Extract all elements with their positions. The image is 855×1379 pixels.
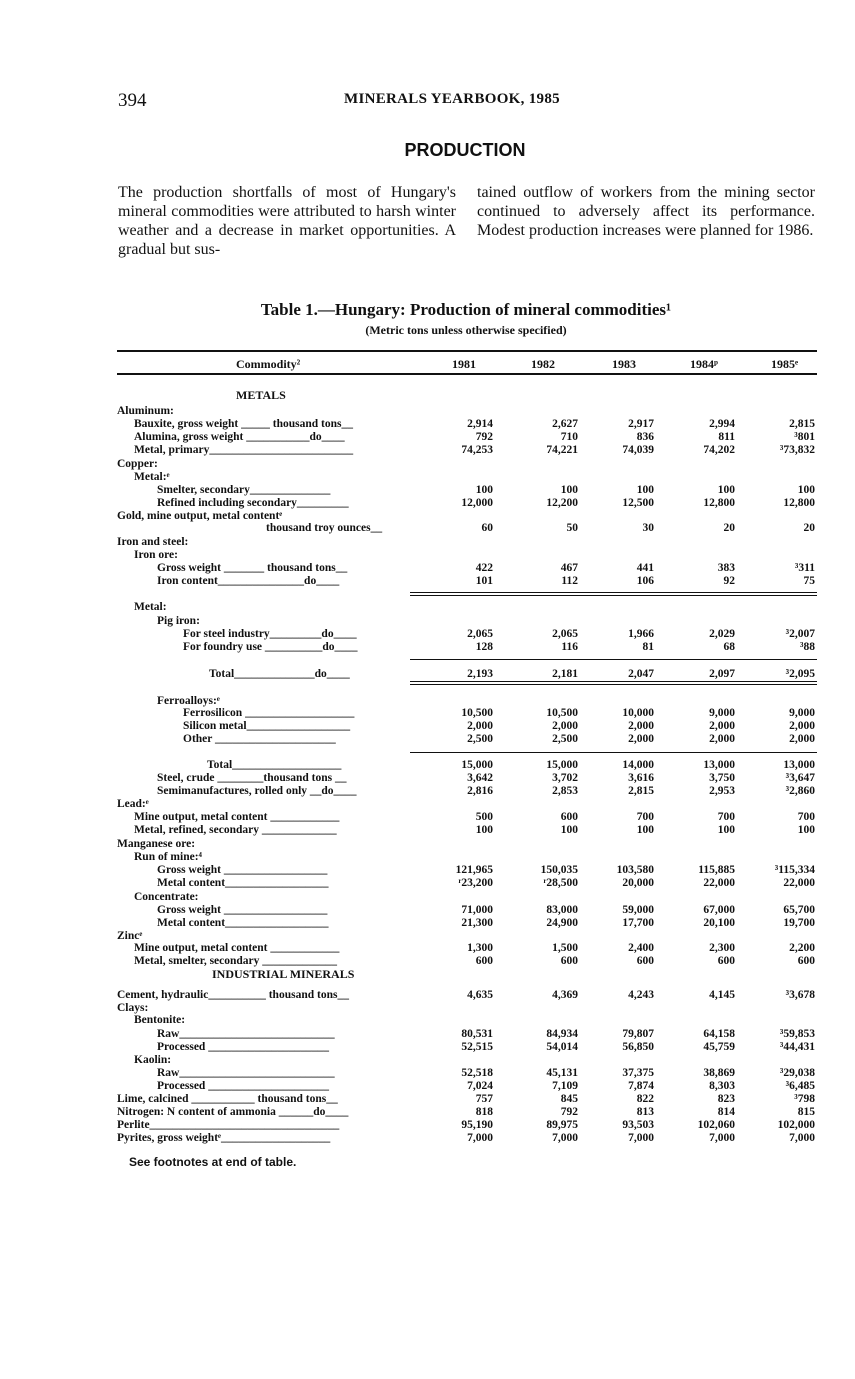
- column-header-1985: 1985ᵉ: [771, 357, 799, 371]
- cell-1983: 59,000: [622, 904, 654, 916]
- table-row: [0, 458, 855, 471]
- cell-1983: 14,000: [622, 759, 654, 771]
- cell-1982: 1,500: [552, 942, 578, 954]
- cell-1985: ³29,038: [779, 1067, 815, 1079]
- cell-1981: 71,000: [461, 904, 493, 916]
- cell-1982: 845: [560, 1093, 578, 1105]
- cell-1985: 600: [797, 955, 815, 967]
- cell-1985: ³59,853: [779, 1028, 815, 1040]
- cell-1985: 13,000: [783, 759, 815, 771]
- table-row: [0, 628, 855, 641]
- cell-1982: 792: [560, 1106, 578, 1118]
- cell-1982: 89,975: [546, 1119, 578, 1131]
- double-rule: [410, 681, 817, 685]
- cell-1984: 68: [723, 641, 735, 653]
- table-row: [0, 1054, 855, 1067]
- cell-1983: 700: [636, 811, 654, 823]
- cell-1982: 2,853: [552, 785, 578, 797]
- cell-1985: 19,700: [783, 917, 815, 929]
- cell-1982: 7,000: [552, 1132, 578, 1144]
- row-label: Cement, hydraulic__________ thousand tons__: [117, 989, 349, 1001]
- row-label: Run of mine:⁴: [134, 851, 202, 863]
- cell-1984: 102,060: [697, 1119, 735, 1131]
- row-label: Ferroalloys:ᵉ: [157, 695, 220, 707]
- row-label: Gross weight __________________: [157, 864, 328, 876]
- cell-1982: 45,131: [546, 1067, 578, 1079]
- cell-1984: 74,202: [703, 444, 735, 456]
- cell-1982: 54,014: [546, 1041, 578, 1053]
- cell-1984: 9,000: [709, 707, 735, 719]
- table-row: [0, 1080, 855, 1093]
- cell-1984: 2,097: [709, 668, 735, 680]
- cell-1984: 20: [723, 522, 735, 534]
- cell-1985: ³3,647: [785, 772, 815, 784]
- cell-1982: 467: [560, 562, 578, 574]
- cell-1985: 2,200: [789, 942, 815, 954]
- cell-1983: 2,815: [628, 785, 654, 797]
- cell-1983: 100: [636, 484, 654, 496]
- cell-1981: 100: [475, 824, 493, 836]
- intro-column-1: The production shortfalls of most of Hungary's mineral commodities were attributed to harsh winter weather and a decrease in market opportunities. A gradual but sus-: [118, 184, 456, 258]
- cell-1983: 600: [636, 955, 654, 967]
- table-row: [0, 522, 855, 535]
- cell-1984: 2,029: [709, 628, 735, 640]
- row-label: Bentonite:: [134, 1014, 186, 1026]
- column-header-1984: 1984ᵖ: [690, 357, 718, 371]
- table-row: [0, 989, 855, 1002]
- cell-1984: 2,953: [709, 785, 735, 797]
- column-header-1982: 1982: [531, 357, 555, 371]
- cell-1983: 74,039: [622, 444, 654, 456]
- cell-1982: 74,221: [546, 444, 578, 456]
- column-header-commodity: Commodity²: [236, 357, 301, 371]
- row-label: Metal, refined, secondary _____________: [134, 824, 337, 836]
- table-row: [0, 668, 855, 681]
- cell-1985: 100: [797, 824, 815, 836]
- row-label: Gold, mine output, metal contentᵉ: [117, 510, 283, 522]
- cell-1981: 101: [475, 575, 493, 587]
- table-row: [0, 431, 855, 444]
- row-label: Pyrites, gross weightᵉ___________________: [117, 1132, 331, 1144]
- row-label: Ferrosilicon ___________________: [183, 707, 355, 719]
- cell-1981: 600: [475, 955, 493, 967]
- cell-1981: 21,300: [461, 917, 493, 929]
- cell-1982: 15,000: [546, 759, 578, 771]
- cell-1985: ³73,832: [779, 444, 815, 456]
- row-label: Smelter, secondary______________: [157, 484, 331, 496]
- cell-1985: 12,800: [783, 497, 815, 509]
- cell-1984: 12,800: [703, 497, 735, 509]
- cell-1984: 38,869: [703, 1067, 735, 1079]
- cell-1984: 2,000: [709, 733, 735, 745]
- cell-1983: 3,616: [628, 772, 654, 784]
- table-row: [0, 707, 855, 720]
- row-label: Raw___________________________: [157, 1067, 335, 1079]
- table-row: [0, 798, 855, 811]
- row-label: Semimanufactures, rolled only __do____: [157, 785, 357, 797]
- row-label: Processed _____________________: [157, 1041, 329, 1053]
- row-label: Refined including secondary_________: [157, 497, 349, 509]
- table-row: [0, 615, 855, 628]
- cell-1982: 4,369: [552, 989, 578, 1001]
- running-head: MINERALS YEARBOOK, 1985: [344, 91, 560, 107]
- cell-1983: 79,807: [622, 1028, 654, 1040]
- row-label: Alumina, gross weight ___________do____: [134, 431, 345, 443]
- cell-1985: ³311: [794, 562, 815, 574]
- row-label: Zincᵉ: [117, 930, 143, 942]
- row-label: Pig iron:: [157, 615, 200, 627]
- table-row: [0, 1132, 855, 1145]
- intro-column-2: tained outflow of workers from the mining sector continued to adversely affect its performance. Modest production increases were planned for 1986.: [477, 184, 815, 239]
- row-label: Lead:ᵉ: [117, 798, 149, 810]
- cell-1981: 15,000: [461, 759, 493, 771]
- cell-1983: 30: [642, 522, 654, 534]
- table-row: [0, 864, 855, 877]
- row-label: Gross weight __________________: [157, 904, 328, 916]
- cell-1982: 2,000: [552, 720, 578, 732]
- row-label: Metal:: [134, 601, 167, 613]
- table-row: [0, 955, 855, 968]
- row-label: Nitrogen: N content of ammonia ______do____: [117, 1106, 349, 1118]
- cell-1983: 56,850: [622, 1041, 654, 1053]
- cell-1982: 600: [560, 811, 578, 823]
- cell-1984: 7,000: [709, 1132, 735, 1144]
- cell-1983: 81: [642, 641, 654, 653]
- cell-1983: 12,500: [622, 497, 654, 509]
- cell-1981: 128: [475, 641, 493, 653]
- cell-1981: 2,816: [467, 785, 493, 797]
- table-row: [0, 1093, 855, 1106]
- table-top-rule: [117, 350, 817, 352]
- cell-1982: 100: [560, 484, 578, 496]
- cell-1983: 106: [636, 575, 654, 587]
- cell-1984: 383: [717, 562, 735, 574]
- cell-1981: 7,000: [467, 1132, 493, 1144]
- cell-1981: 4,635: [467, 989, 493, 1001]
- cell-1985: ³115,334: [774, 864, 815, 876]
- cell-1983: 103,580: [616, 864, 654, 876]
- table-row: [0, 549, 855, 562]
- cell-1981: ʳ23,200: [458, 877, 493, 889]
- row-label: Bauxite, gross weight _____ thousand tons__: [134, 418, 353, 430]
- cell-1982: 2,500: [552, 733, 578, 745]
- table-row: [0, 641, 855, 654]
- table-row: [0, 444, 855, 457]
- table-row: [0, 824, 855, 837]
- table-row: [0, 917, 855, 930]
- cell-1985: ³2,095: [785, 668, 815, 680]
- cell-1981: 500: [475, 811, 493, 823]
- cell-1984: 67,000: [703, 904, 735, 916]
- cell-1983: 822: [636, 1093, 654, 1105]
- row-label: For foundry use __________do____: [183, 641, 358, 653]
- row-label: Iron ore:: [134, 549, 178, 561]
- table-row: [0, 877, 855, 890]
- table-row: [0, 851, 855, 864]
- cell-1984: 814: [717, 1106, 735, 1118]
- row-label: Manganese ore:: [117, 838, 196, 850]
- row-label: Concentrate:: [134, 891, 199, 903]
- cell-1982: 10,500: [546, 707, 578, 719]
- cell-1982: 3,702: [552, 772, 578, 784]
- cell-1985: 75: [803, 575, 815, 587]
- cell-1982: 150,035: [540, 864, 578, 876]
- cell-1981: 2,914: [467, 418, 493, 430]
- table-row: [0, 536, 855, 549]
- cell-1984: 100: [717, 484, 735, 496]
- row-label: Total______________do____: [209, 668, 350, 680]
- cell-1982: 710: [560, 431, 578, 443]
- column-header-1981: 1981: [452, 357, 476, 371]
- table-row: [0, 785, 855, 798]
- table-row: [0, 575, 855, 588]
- cell-1982: 2,181: [552, 668, 578, 680]
- table-row: [0, 720, 855, 733]
- table-row: [0, 1014, 855, 1027]
- cell-1981: 2,065: [467, 628, 493, 640]
- table-row: [0, 838, 855, 851]
- cell-1982: 116: [561, 641, 578, 653]
- row-label: Metal:ᵉ: [134, 471, 170, 483]
- cell-1982: 50: [566, 522, 578, 534]
- cell-1985: 7,000: [789, 1132, 815, 1144]
- table-row: [0, 471, 855, 484]
- table-row: [0, 942, 855, 955]
- cell-1981: 52,518: [461, 1067, 493, 1079]
- cell-1985: 2,815: [789, 418, 815, 430]
- table-row: [0, 1041, 855, 1054]
- row-label: Perlite_________________________________: [117, 1119, 340, 1131]
- cell-1983: 20,000: [622, 877, 654, 889]
- cell-1984: 2,300: [709, 942, 735, 954]
- cell-1981: 12,000: [461, 497, 493, 509]
- cell-1982: 84,934: [546, 1028, 578, 1040]
- row-label: Metal, smelter, secondary _____________: [134, 955, 338, 967]
- cell-1982: 83,000: [546, 904, 578, 916]
- cell-1981: 95,190: [461, 1119, 493, 1131]
- cell-1985: 700: [797, 811, 815, 823]
- cell-1983: 1,966: [628, 628, 654, 640]
- cell-1984: 700: [717, 811, 735, 823]
- table-row: [0, 1028, 855, 1041]
- cell-1983: 836: [636, 431, 654, 443]
- cell-1985: ³3,678: [785, 989, 815, 1001]
- row-label: Mine output, metal content ____________: [134, 942, 340, 954]
- cell-1985: ³2,860: [785, 785, 815, 797]
- row-label: Clays:: [117, 1002, 149, 1014]
- cell-1981: 60: [481, 522, 493, 534]
- cell-1985: 815: [797, 1106, 815, 1118]
- cell-1981: 80,531: [461, 1028, 493, 1040]
- table-row: [0, 772, 855, 785]
- cell-1981: 74,253: [461, 444, 493, 456]
- row-label: Mine output, metal content ____________: [134, 811, 340, 823]
- cell-1981: 818: [475, 1106, 493, 1118]
- cell-1985: 2,000: [789, 733, 815, 745]
- section-title: PRODUCTION: [404, 140, 526, 160]
- table-row: [0, 418, 855, 431]
- cell-1984: 823: [717, 1093, 735, 1105]
- row-label: Silicon metal__________________: [183, 720, 351, 732]
- table-footnote: See footnotes at end of table.: [129, 1155, 297, 1169]
- cell-1982: 2,065: [552, 628, 578, 640]
- cell-1983: 100: [636, 824, 654, 836]
- table-row: [0, 904, 855, 917]
- cell-1981: 2,000: [467, 720, 493, 732]
- row-label: Lime, calcined ___________ thousand tons__: [117, 1093, 338, 1105]
- cell-1981: 10,500: [461, 707, 493, 719]
- table-row: [0, 1067, 855, 1080]
- cell-1985: ³801: [794, 431, 815, 443]
- cell-1985: 9,000: [789, 707, 815, 719]
- cell-1981: 7,024: [467, 1080, 493, 1092]
- total-rule: [410, 752, 817, 753]
- cell-1983: 2,000: [628, 733, 654, 745]
- cell-1983: 7,874: [628, 1080, 654, 1092]
- cell-1985: ³2,007: [785, 628, 815, 640]
- cell-1984: 3,750: [709, 772, 735, 784]
- cell-1982: ʳ28,500: [543, 877, 578, 889]
- table-row: [0, 405, 855, 418]
- group-heading-metals: METALS: [236, 388, 286, 402]
- row-label: Processed _____________________: [157, 1080, 329, 1092]
- cell-1982: 600: [560, 955, 578, 967]
- table-row: [0, 601, 855, 614]
- cell-1981: 52,515: [461, 1041, 493, 1053]
- column-header-1983: 1983: [612, 357, 636, 371]
- cell-1982: 2,627: [552, 418, 578, 430]
- cell-1982: 24,900: [546, 917, 578, 929]
- table-row: [0, 759, 855, 772]
- cell-1985: 20: [803, 522, 815, 534]
- table-row: [0, 1106, 855, 1119]
- cell-1983: 2,047: [628, 668, 654, 680]
- cell-1981: 2,500: [467, 733, 493, 745]
- cell-1985: ³88: [800, 641, 815, 653]
- row-label: Gross weight _______ thousand tons__: [157, 562, 348, 574]
- table-row: [0, 811, 855, 824]
- row-label: thousand troy ounces__: [266, 522, 383, 534]
- cell-1981: 100: [475, 484, 493, 496]
- cell-1984: 22,000: [703, 877, 735, 889]
- cell-1984: 2,000: [709, 720, 735, 732]
- cell-1983: 17,700: [622, 917, 654, 929]
- page-number: 394: [118, 90, 147, 111]
- cell-1985: 65,700: [783, 904, 815, 916]
- cell-1984: 92: [723, 575, 735, 587]
- cell-1982: 100: [560, 824, 578, 836]
- cell-1984: 100: [717, 824, 735, 836]
- row-label: Metal content__________________: [157, 917, 329, 929]
- cell-1984: 8,303: [709, 1080, 735, 1092]
- cell-1981: 792: [475, 431, 493, 443]
- cell-1984: 20,100: [703, 917, 735, 929]
- total-rule: [410, 659, 817, 660]
- cell-1985: 100: [797, 484, 815, 496]
- cell-1983: 2,400: [628, 942, 654, 954]
- cell-1982: 7,109: [552, 1080, 578, 1092]
- cell-1985: ³6,485: [785, 1080, 815, 1092]
- cell-1985: 2,000: [789, 720, 815, 732]
- cell-1984: 811: [718, 431, 735, 443]
- cell-1985: 22,000: [783, 877, 815, 889]
- cell-1981: 121,965: [455, 864, 493, 876]
- row-label: Total___________________: [207, 759, 342, 771]
- row-label: Copper:: [117, 458, 158, 470]
- cell-1983: 37,375: [622, 1067, 654, 1079]
- cell-1985: ³44,431: [779, 1041, 815, 1053]
- row-label: Iron content_______________do____: [157, 575, 340, 587]
- cell-1981: 422: [475, 562, 493, 574]
- table-row: [0, 891, 855, 904]
- row-label: Other _____________________: [183, 733, 336, 745]
- cell-1984: 115,885: [698, 864, 735, 876]
- row-label: Iron and steel:: [117, 536, 189, 548]
- cell-1984: 4,145: [709, 989, 735, 1001]
- cell-1983: 4,243: [628, 989, 654, 1001]
- table-row: [0, 497, 855, 510]
- cell-1984: 45,759: [703, 1041, 735, 1053]
- cell-1983: 93,503: [622, 1119, 654, 1131]
- cell-1982: 12,200: [546, 497, 578, 509]
- cell-1983: 813: [636, 1106, 654, 1118]
- row-label: Metal content__________________: [157, 877, 329, 889]
- cell-1983: 10,000: [622, 707, 654, 719]
- header-bottom-rule: [117, 373, 817, 375]
- cell-1981: 2,193: [467, 668, 493, 680]
- row-label: Kaolin:: [134, 1054, 172, 1066]
- cell-1981: 1,300: [467, 942, 493, 954]
- cell-1983: 7,000: [628, 1132, 654, 1144]
- cell-1984: 64,158: [703, 1028, 735, 1040]
- table-row: [0, 484, 855, 497]
- cell-1983: 441: [636, 562, 654, 574]
- cell-1983: 2,917: [628, 418, 654, 430]
- cell-1984: 2,994: [709, 418, 735, 430]
- table-row: [0, 1119, 855, 1132]
- cell-1981: 3,642: [467, 772, 493, 784]
- group-heading-industrial-minerals: INDUSTRIAL MINERALS: [212, 967, 355, 981]
- double-rule: [410, 592, 817, 596]
- row-label: Metal, primary_________________________: [134, 444, 354, 456]
- table-row: [0, 562, 855, 575]
- cell-1983: 2,000: [628, 720, 654, 732]
- cell-1984: 600: [717, 955, 735, 967]
- row-label: For steel industry_________do____: [183, 628, 357, 640]
- row-label: Raw___________________________: [157, 1028, 335, 1040]
- table-subtitle: (Metric tons unless otherwise specified): [365, 323, 567, 337]
- cell-1984: 13,000: [703, 759, 735, 771]
- cell-1982: 112: [561, 575, 578, 587]
- row-label: Aluminum:: [117, 405, 174, 417]
- cell-1985: 102,000: [777, 1119, 815, 1131]
- table-row: [0, 733, 855, 746]
- table-title: Table 1.—Hungary: Production of mineral commodities¹: [260, 300, 672, 319]
- cell-1981: 757: [475, 1093, 493, 1105]
- cell-1985: ³798: [794, 1093, 815, 1105]
- row-label: Steel, crude ________thousand tons __: [157, 772, 347, 784]
